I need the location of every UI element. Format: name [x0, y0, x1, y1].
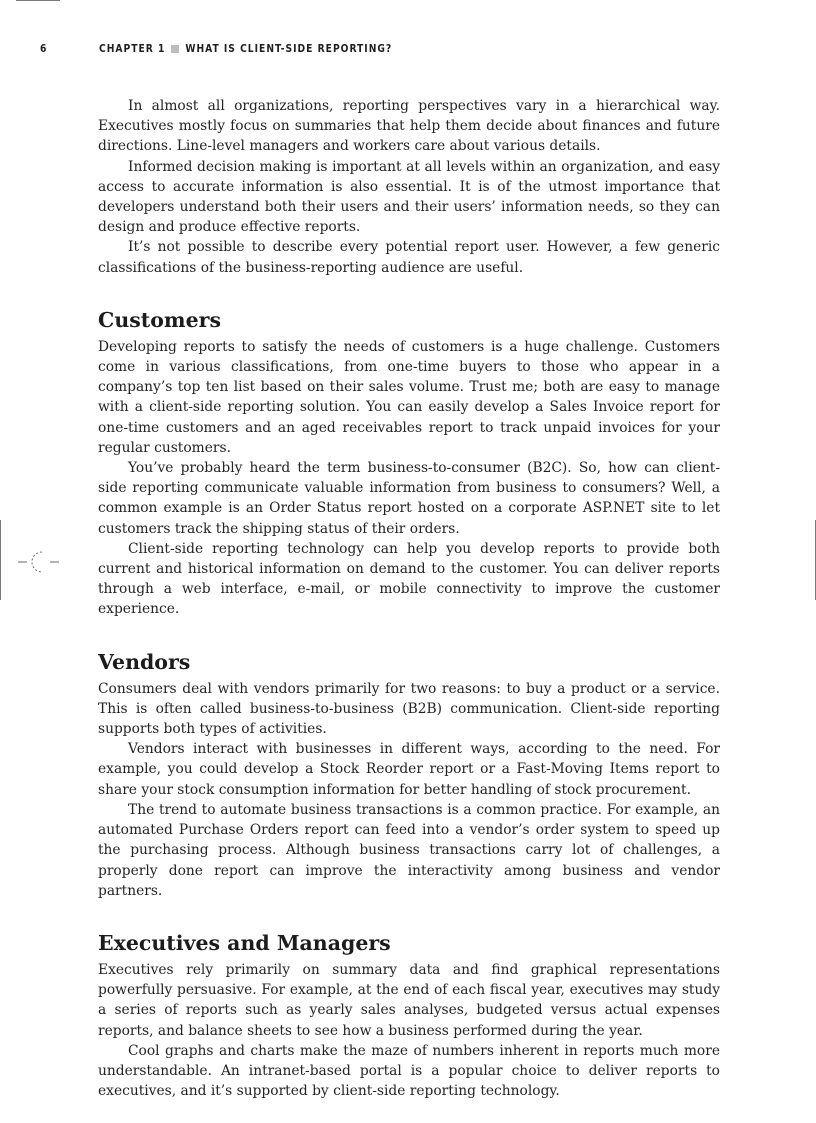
paragraph: Developing reports to satisfy the needs of customers is a huge challenge. Customers come in various classifications, from one-time buyers to those who appear in a company’s top ten list based on their sales volume. Trust me; both are easy to manage with a client-side reporting solution. You can easily develop a Sales Invoice report for one-time customers and an aged receivables report to track unpaid invoices for your regular customers. [98, 338, 720, 456]
paragraph: Client-side reporting technology can help you develop reports to provide both current and historical information on demand to the customer. You can deliver reports through a web interface, e-mail, or mobile connectivity to improve the customer experience. [98, 540, 720, 618]
section-heading-customers: Customers [98, 307, 221, 332]
section-heading-vendors: Vendors [98, 649, 191, 674]
crop-mark-top [16, 0, 60, 1]
paragraph: The trend to automate business transactions is a common practice. For example, an automated Purchase Orders report can feed into a vendor’s order system to speed up the purchasing process. Although business transactions carry lot of challenges, a properly done report can improve the interactivity among business and vendor partners. [98, 801, 720, 899]
paragraph: Informed decision making is important at all levels within an organization, and easy access to accurate information is also essential. It is of the utmost importance that developers understand both their users and their users’ information needs, so they can design and produce effective reports. [98, 158, 720, 236]
paragraph: Vendors interact with businesses in different ways, according to the need. For example, you could develop a Stock Reorder report or a Fast-Moving Items report to share your stock consumption information for better handling of stock procurement. [98, 741, 720, 798]
paragraph: You’ve probably heard the term business-to-consumer (B2C). So, how can client-side reporting communicate valuable information from business to consumers? Well, a common example is an Order Status report hosted on a corporate ASP.NET site to let customers track the shipping status of their orders. [98, 460, 720, 537]
separator-square-icon [171, 45, 179, 53]
paragraph: Cool graphs and charts make the maze of numbers inherent in reports much more understandable. An intranet-based portal is a popular choice to deliver reports to executives, and it’s supported by client-side reporting technology. [98, 1042, 720, 1100]
crop-mark-left [0, 520, 1, 600]
section-heading-executives-and-managers: Executives and Managers [98, 930, 391, 955]
paragraph: It’s not possible to describe every potential report user. However, a few generic classifications of the business-reporting audience are useful. [98, 239, 720, 276]
paragraph: Executives rely primarily on summary data and find graphical representations powerfully persuasive. For example, at the end of each fiscal year, executives may study a series of reports such as yearly sales analyses, budgeted versus actual expenses reports, and balance sheets to see how a business performed during the year. [98, 961, 720, 1039]
running-header [40, 44, 780, 60]
body-text [98, 96, 720, 1101]
paragraph: In almost all organizations, reporting perspectives vary in a hierarchical way. Executives mostly focus on summaries that help them decide about finances and future directions. Line-level managers and workers care about various details. [98, 98, 720, 155]
chapter-title: WHAT IS CLIENT-SIDE REPORTING? [185, 44, 393, 55]
chapter-heading [99, 44, 392, 55]
page-number: 6 [40, 44, 48, 55]
paragraph: Consumers deal with vendors primarily for two reasons: to buy a product or a service. This is often called business-to-business (B2B) communication. Client-side reporting supports both types of activities. [98, 680, 720, 738]
registration-mark-icon [18, 548, 62, 576]
chapter-label: CHAPTER 1 [99, 44, 166, 55]
